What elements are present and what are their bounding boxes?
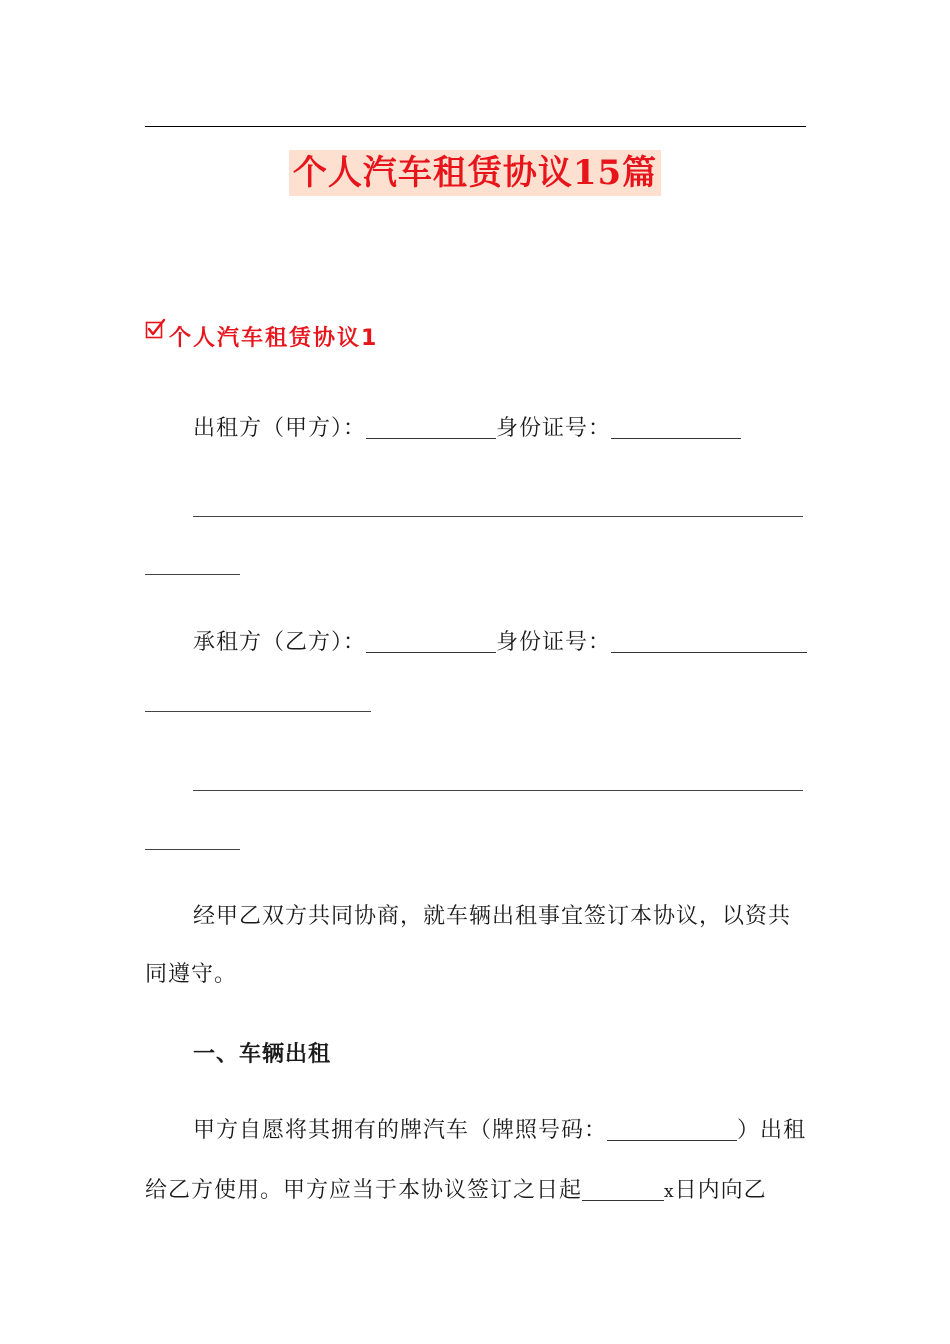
document-title-text: 个人汽车租赁协议15篇 — [289, 150, 661, 196]
header-rule — [145, 126, 806, 127]
clause-1-line-2 — [145, 1176, 767, 1207]
intro-line-2: 同遵守。 — [145, 962, 238, 987]
lessor-address-blank — [193, 516, 803, 517]
clause-1-line-2-text-a: 给乙方使用。甲方应当于本协议签订之日起 — [145, 1178, 583, 1203]
lessor-name-blank — [366, 416, 496, 439]
lessor-label: 出租方（甲方）： — [193, 416, 367, 441]
clause-1-line-1-text-b: ）出租 — [737, 1118, 807, 1143]
section-title: 个人汽车租赁协议1 — [169, 325, 379, 351]
lessor-row — [193, 414, 741, 444]
lessor-id-blank — [611, 416, 741, 439]
checkbox-checked-icon — [145, 318, 167, 340]
lessee-name-blank — [366, 630, 496, 653]
lessee-label: 承租方（乙方）： — [193, 630, 367, 655]
days-blank — [582, 1178, 664, 1201]
clause-1-line-1-text-a: 甲方自愿将其拥有的牌汽车（牌照号码： — [193, 1118, 608, 1143]
clause-1-line-2-x: x — [664, 1182, 675, 1202]
lessee-id-label: 身份证号： — [496, 630, 612, 655]
lessee-address-blank-cont — [145, 849, 240, 850]
lessee-id-blank-cont — [145, 711, 371, 712]
intro-line-1: 经甲乙双方共同协商，就车辆出租事宜签订本协议，以资共 — [193, 904, 792, 929]
lessee-address-blank — [193, 790, 803, 791]
clause-1-line-2-text-c: 日内向乙 — [674, 1178, 767, 1203]
section-heading — [145, 316, 378, 356]
clause-1-heading: 一、车辆出租 — [193, 1042, 332, 1067]
lessee-id-blank — [611, 630, 807, 653]
plate-number-blank — [607, 1118, 737, 1141]
lessor-id-label: 身份证号： — [496, 416, 612, 441]
clause-1-line-1 — [193, 1116, 806, 1146]
lessee-row — [193, 628, 807, 658]
document-title — [0, 150, 950, 196]
lessor-address-blank-cont — [145, 574, 240, 575]
